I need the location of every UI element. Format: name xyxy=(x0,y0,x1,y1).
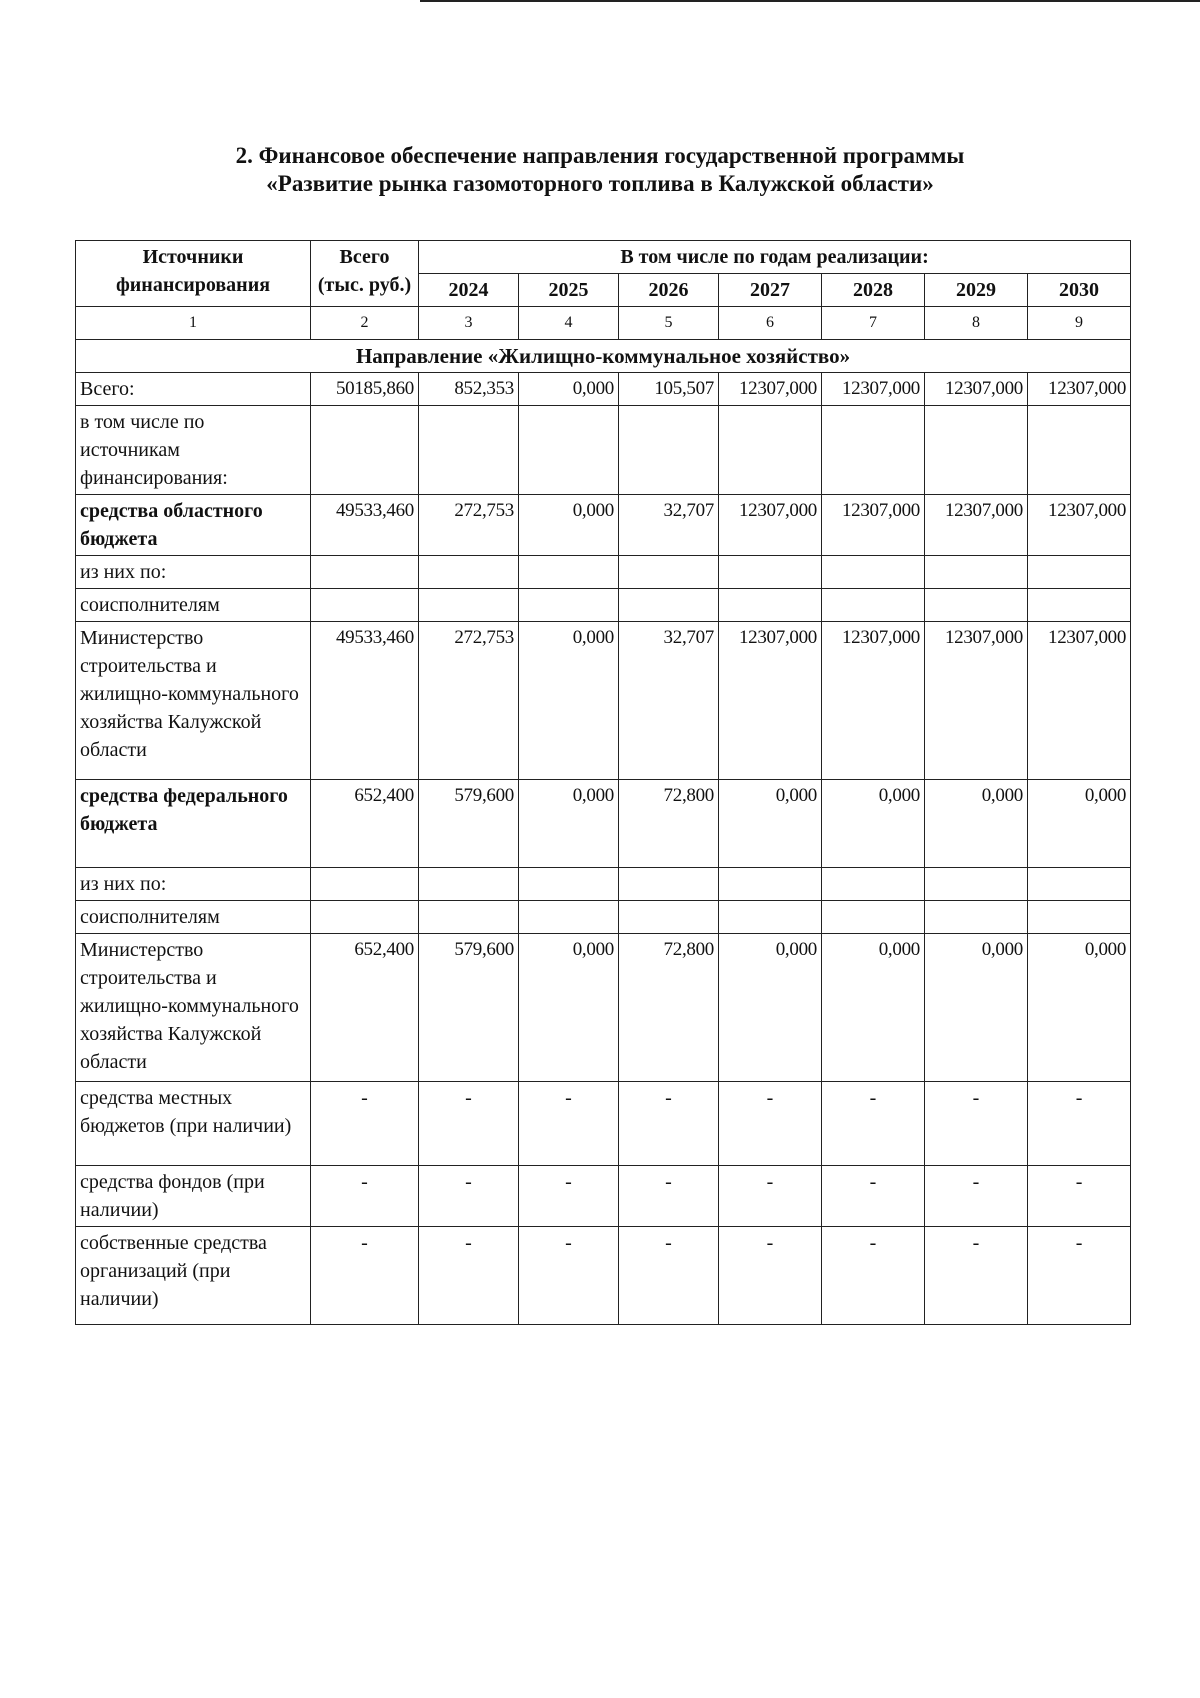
row-value: 0,000 xyxy=(719,780,822,868)
row-value: 105,507 xyxy=(619,373,719,406)
top-rule xyxy=(420,0,1200,2)
column-number: 8 xyxy=(925,307,1028,340)
header-by-years: В том числе по годам реализации: xyxy=(419,241,1131,274)
row-value xyxy=(519,589,619,622)
row-value: 50185,860 xyxy=(311,373,419,406)
row-value xyxy=(925,868,1028,901)
row-value: - xyxy=(925,1082,1028,1166)
row-value xyxy=(419,406,519,495)
row-value: 852,353 xyxy=(419,373,519,406)
row-value: 72,800 xyxy=(619,780,719,868)
row-value xyxy=(925,556,1028,589)
header-sources: Источники финансирования xyxy=(76,241,311,307)
row-value xyxy=(1028,901,1131,934)
row-value xyxy=(419,901,519,934)
column-number: 5 xyxy=(619,307,719,340)
table-row xyxy=(76,934,1131,1082)
row-value: - xyxy=(925,1227,1028,1325)
title-line-1: 2. Финансовое обеспечение направления государственной программы xyxy=(235,143,965,168)
row-label: Всего: xyxy=(76,373,311,406)
row-value xyxy=(419,589,519,622)
table-row xyxy=(76,868,1131,901)
row-value: 272,753 xyxy=(419,622,519,780)
row-value: 49533,460 xyxy=(311,622,419,780)
row-value xyxy=(822,406,925,495)
row-value: 0,000 xyxy=(519,373,619,406)
row-value xyxy=(519,556,619,589)
header-year: 2028 xyxy=(822,274,925,307)
column-numbers-row xyxy=(76,307,1131,340)
row-value xyxy=(311,589,419,622)
row-value: 272,753 xyxy=(419,495,519,556)
row-value: 0,000 xyxy=(925,934,1028,1082)
row-value xyxy=(619,901,719,934)
row-value xyxy=(1028,868,1131,901)
row-value: - xyxy=(419,1227,519,1325)
row-value: - xyxy=(822,1227,925,1325)
row-value xyxy=(822,589,925,622)
row-value: - xyxy=(719,1082,822,1166)
row-label: средства местных бюджетов (при наличии) xyxy=(76,1082,311,1166)
section-row xyxy=(76,340,1131,373)
row-label: средства фондов (при наличии) xyxy=(76,1166,311,1227)
table-row xyxy=(76,495,1131,556)
row-value: 0,000 xyxy=(519,780,619,868)
column-number: 2 xyxy=(311,307,419,340)
row-value: - xyxy=(925,1166,1028,1227)
row-value: 579,600 xyxy=(419,934,519,1082)
row-value xyxy=(619,406,719,495)
row-value: - xyxy=(519,1227,619,1325)
row-value: 12307,000 xyxy=(1028,373,1131,406)
row-value: - xyxy=(1028,1227,1131,1325)
row-value: 12307,000 xyxy=(822,495,925,556)
row-value: - xyxy=(311,1227,419,1325)
header-year: 2026 xyxy=(619,274,719,307)
row-label: Министерство строительства и жилищно-коммунального хозяйства Калужской области xyxy=(76,934,311,1082)
row-value xyxy=(1028,556,1131,589)
section-title: Направление «Жилищно-коммунальное хозяйство» xyxy=(76,340,1131,373)
row-value: 12307,000 xyxy=(822,622,925,780)
row-value: 579,600 xyxy=(419,780,519,868)
row-value xyxy=(311,868,419,901)
row-value: - xyxy=(311,1082,419,1166)
row-value: 32,707 xyxy=(619,495,719,556)
row-value xyxy=(619,589,719,622)
row-value: 72,800 xyxy=(619,934,719,1082)
header-year: 2027 xyxy=(719,274,822,307)
row-value: 0,000 xyxy=(925,780,1028,868)
table-row xyxy=(76,1227,1131,1325)
header-total: Всего (тыс. руб.) xyxy=(311,241,419,307)
row-value: 12307,000 xyxy=(925,495,1028,556)
row-label: собственные средства организаций (при наличии) xyxy=(76,1227,311,1325)
row-value: 12307,000 xyxy=(1028,495,1131,556)
row-value xyxy=(311,406,419,495)
row-value: 12307,000 xyxy=(719,373,822,406)
row-value: - xyxy=(419,1082,519,1166)
row-value xyxy=(419,868,519,901)
row-value: - xyxy=(619,1166,719,1227)
row-value xyxy=(925,901,1028,934)
row-value: 12307,000 xyxy=(1028,622,1131,780)
header-year: 2029 xyxy=(925,274,1028,307)
row-value: 652,400 xyxy=(311,780,419,868)
row-value: - xyxy=(822,1166,925,1227)
row-label: в том числе по источникам финансирования: xyxy=(76,406,311,495)
row-value: 12307,000 xyxy=(822,373,925,406)
row-value: 12307,000 xyxy=(925,373,1028,406)
row-value xyxy=(925,406,1028,495)
row-value xyxy=(519,868,619,901)
row-value: 0,000 xyxy=(519,495,619,556)
row-label: соисполнителям xyxy=(76,901,311,934)
table-row xyxy=(76,622,1131,780)
row-label: из них по: xyxy=(76,556,311,589)
row-value: - xyxy=(311,1166,419,1227)
column-number: 6 xyxy=(719,307,822,340)
row-value xyxy=(619,556,719,589)
row-value: - xyxy=(1028,1166,1131,1227)
row-value: 32,707 xyxy=(619,622,719,780)
row-value: - xyxy=(719,1166,822,1227)
row-value xyxy=(419,556,519,589)
column-number: 4 xyxy=(519,307,619,340)
row-value xyxy=(719,406,822,495)
row-label: соисполнителям xyxy=(76,589,311,622)
row-value xyxy=(822,556,925,589)
row-value xyxy=(311,901,419,934)
header-year: 2025 xyxy=(519,274,619,307)
row-value: - xyxy=(619,1082,719,1166)
row-value xyxy=(719,589,822,622)
row-value xyxy=(719,901,822,934)
row-value xyxy=(519,406,619,495)
row-value xyxy=(822,868,925,901)
row-value: 0,000 xyxy=(519,622,619,780)
row-label: средства федерального бюджета xyxy=(76,780,311,868)
row-value: 0,000 xyxy=(822,780,925,868)
row-value xyxy=(619,868,719,901)
table-row xyxy=(76,780,1131,868)
row-value: 12307,000 xyxy=(719,622,822,780)
title-line-2: «Развитие рынка газомоторного топлива в Калужской области» xyxy=(266,171,934,196)
table-row xyxy=(76,901,1131,934)
row-value: - xyxy=(519,1082,619,1166)
row-value: 652,400 xyxy=(311,934,419,1082)
row-value: - xyxy=(519,1166,619,1227)
row-label: средства областного бюджета xyxy=(76,495,311,556)
table-row xyxy=(76,589,1131,622)
row-value xyxy=(1028,589,1131,622)
table-row xyxy=(76,1082,1131,1166)
row-value: 12307,000 xyxy=(719,495,822,556)
header-row-top xyxy=(76,241,1131,274)
row-value: 0,000 xyxy=(519,934,619,1082)
table-body xyxy=(76,373,1131,1325)
column-number: 3 xyxy=(419,307,519,340)
row-value xyxy=(719,556,822,589)
row-label: из них по: xyxy=(76,868,311,901)
row-value: - xyxy=(1028,1082,1131,1166)
row-value xyxy=(719,868,822,901)
row-value: 49533,460 xyxy=(311,495,419,556)
row-value: 0,000 xyxy=(1028,934,1131,1082)
document-title xyxy=(0,142,1200,198)
table-row xyxy=(76,406,1131,495)
row-value xyxy=(1028,406,1131,495)
financing-table xyxy=(75,240,1131,1325)
row-value xyxy=(519,901,619,934)
header-year: 2024 xyxy=(419,274,519,307)
column-number: 7 xyxy=(822,307,925,340)
row-value xyxy=(925,589,1028,622)
row-value: 0,000 xyxy=(822,934,925,1082)
row-value: 12307,000 xyxy=(925,622,1028,780)
row-value: - xyxy=(419,1166,519,1227)
row-value xyxy=(822,901,925,934)
table-row xyxy=(76,556,1131,589)
table-row xyxy=(76,373,1131,406)
column-number: 9 xyxy=(1028,307,1131,340)
row-label: Министерство строительства и жилищно-коммунального хозяйства Калужской области xyxy=(76,622,311,780)
row-value: 0,000 xyxy=(1028,780,1131,868)
row-value: - xyxy=(719,1227,822,1325)
row-value: - xyxy=(619,1227,719,1325)
row-value xyxy=(311,556,419,589)
row-value: - xyxy=(822,1082,925,1166)
row-value: 0,000 xyxy=(719,934,822,1082)
table-row xyxy=(76,1166,1131,1227)
column-number: 1 xyxy=(76,307,311,340)
header-year: 2030 xyxy=(1028,274,1131,307)
